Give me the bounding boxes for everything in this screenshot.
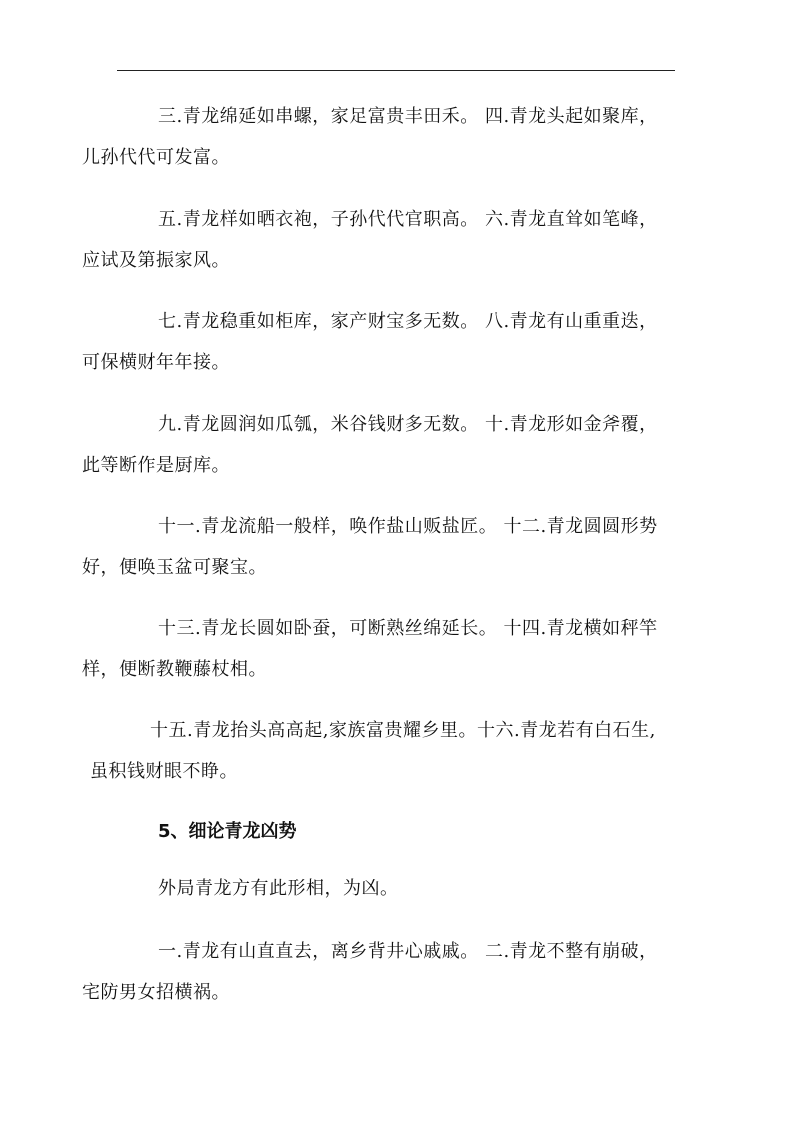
paragraph-1 — [82, 96, 680, 178]
section-intro — [120, 868, 680, 909]
paragraph-line: 好，便唤玉盆可聚宝。 — [82, 557, 267, 578]
intro-text: 外局青龙方有此形相，为凶。 — [158, 878, 399, 899]
paragraph-line: 应试及第振家风。 — [82, 250, 230, 271]
paragraph-line: 十三.青龙长圆如卧蚕，可断熟丝绵延长。 十四.青龙横如秤竿 — [158, 618, 658, 639]
header-rule — [117, 70, 675, 71]
paragraph-line: 九.青龙圆润如瓜瓠，米谷钱财多无数。 十.青龙形如金斧覆， — [158, 414, 658, 435]
paragraph-6 — [82, 608, 680, 690]
paragraph-5 — [82, 506, 680, 588]
paragraph-line: 十一.青龙流船一般样，唤作盐山贩盐匠。 十二.青龙圆圆形势 — [158, 516, 658, 537]
paragraph-line: 七.青龙稳重如柜库，家产财宝多无数。 八.青龙有山重重迭， — [158, 311, 658, 332]
paragraph-2 — [82, 199, 680, 281]
paragraph-line: 此等断作是厨库。 — [82, 455, 230, 476]
paragraph-line: 虽积钱财眼不睁。 — [90, 761, 238, 782]
paragraph-4 — [82, 404, 680, 486]
paragraph-line: 五.青龙样如晒衣袍，子孙代代官职高。 六.青龙直耸如笔峰， — [158, 209, 658, 230]
paragraph-line: 一.青龙有山直直去，离乡背井心戚戚。 二.青龙不整有崩破， — [158, 941, 658, 962]
section-heading: 5、细论青龙凶势 — [158, 821, 297, 842]
paragraph-3 — [82, 301, 680, 383]
paragraph-line: 三.青龙绵延如串螺，家足富贵丰田禾。 四.青龙头起如聚库， — [158, 106, 658, 127]
paragraph-8 — [82, 931, 680, 1013]
paragraph-line: 可保横财年年接。 — [82, 352, 230, 373]
paragraph-line: 十五.青龙抬头高高起,家族富贵耀乡里。十六.青龙若有白石生, — [150, 720, 656, 741]
paragraph-line: 宅防男女招横祸。 — [82, 982, 230, 1003]
paragraph-line: 儿孙代代可发富。 — [82, 147, 230, 168]
paragraph-line: 样，便断教鞭藤杖相。 — [82, 659, 267, 680]
paragraph-7 — [90, 710, 680, 792]
